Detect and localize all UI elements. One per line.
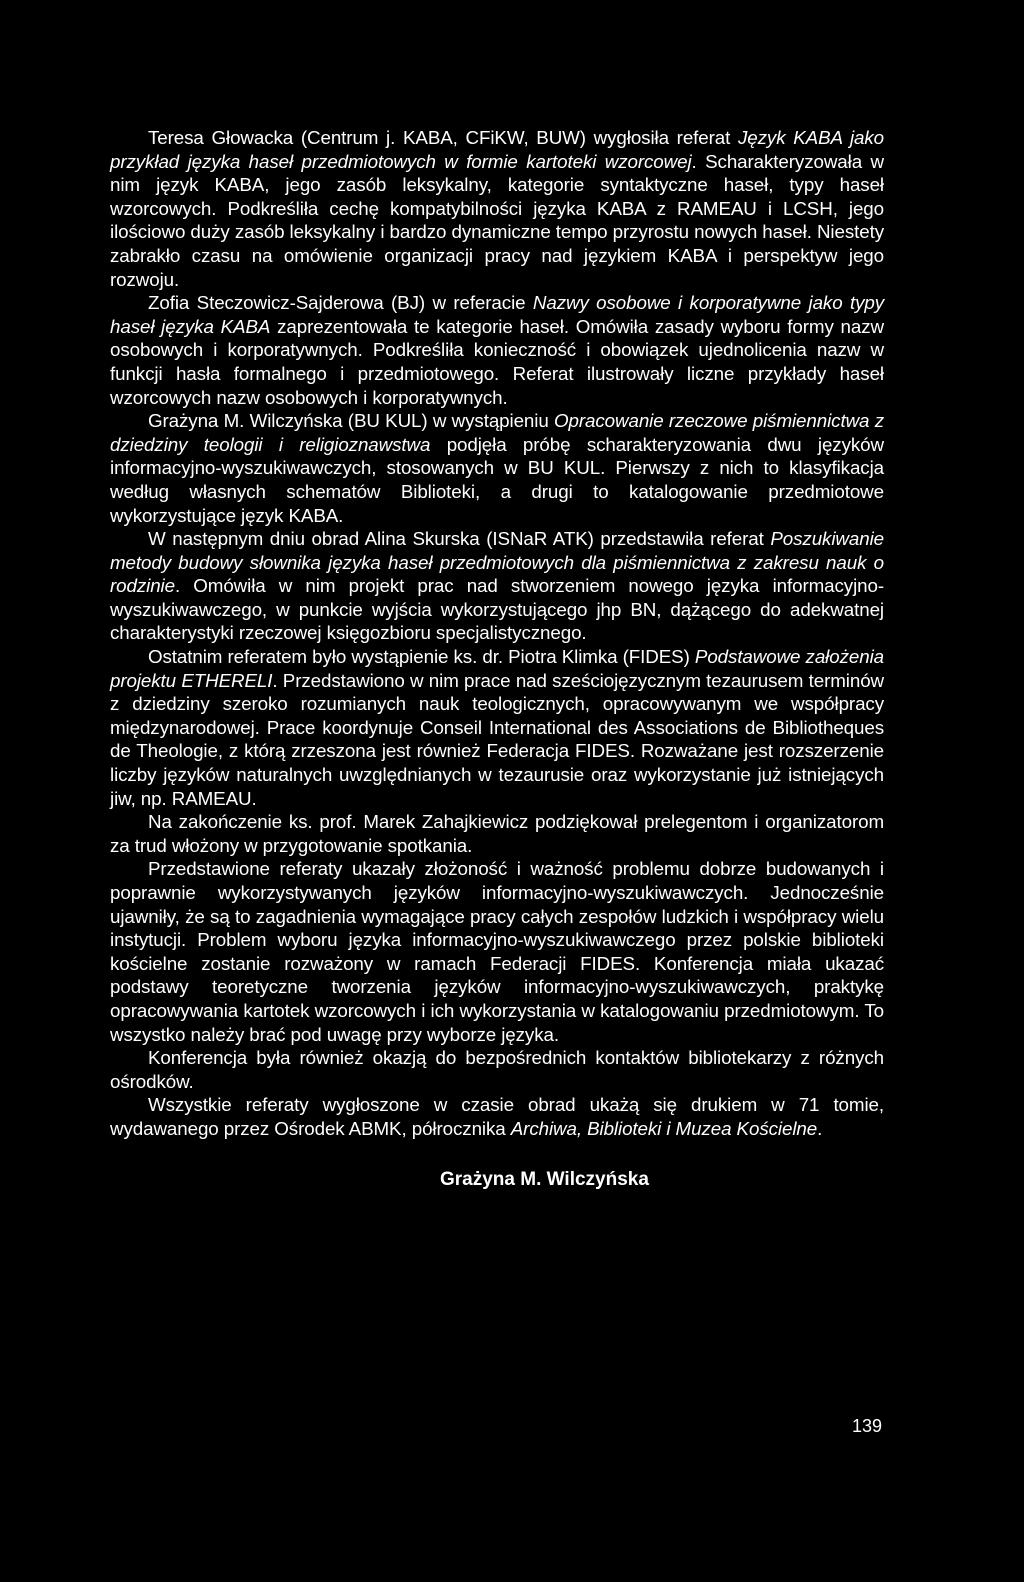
paragraph bbox=[110, 126, 884, 291]
paragraph bbox=[110, 291, 884, 409]
text-run: Grażyna M. Wilczyńska (BU KUL) w wystąpieniu bbox=[148, 410, 555, 432]
text-run: Przedstawione referaty ukazały złożoność i ważność problemu dobrze budowanych i poprawnie wykorzystywanych języków informacyjno-wyszukiwawczych. Jednocześnie ujawniły, że są to zagadnienia wymagające pracy całych zespołów ludzkich i współpracy wielu instytucji. Problem wyboru języka informacyjno-wyszukiwawczego przez polskie biblioteki kościelne zostanie rozważony w ramach Federacji FIDES. Konferencja miała ukazać podstawy teoretyczne tworzenia języków informacyjno-wyszukiwawczych, praktykę opracowywania kartotek wzorcowych i ich wykorzystania w katalogowaniu przedmiotowym. To wszystko należy brać pod uwagę przy wyborze języka. bbox=[110, 858, 884, 1045]
paragraph bbox=[110, 857, 884, 1046]
text-run: podjęła próbę scharakteryzowania dwu języków informacyjno-wyszukiwawczych, stosowanych w BU KUL. Pierwszy z nich to klasyfikacja według własnych schematów Biblioteki, a drugi to katalogowanie przedmiotowe wykorzystujące język KABA. bbox=[110, 433, 884, 526]
paragraph bbox=[110, 409, 884, 527]
text-run-italic: Język KABA jako przykład języka haseł przedmiotowych w formie kartoteki wzorcowej bbox=[110, 127, 884, 172]
paragraph bbox=[110, 527, 884, 645]
text-run: zaprezentowała te kategorie haseł. Omówiła zasady wyboru formy nazw osobowych i korporatywnych. Podkreśliła konieczność i obowiązek ujednolicenia nazw w funkcji hasła formalnego i przedmiotowego. Referat ilustrowały liczne przykłady haseł wzorcowych nazw osobowych i korporatywnych. bbox=[110, 315, 884, 408]
text-run: Na zakończenie ks. prof. Marek Zahajkiewicz podziękował prelegentom i organizatorom za trud włożony w przygotowanie spotkania. bbox=[110, 811, 884, 856]
paragraph bbox=[110, 810, 884, 857]
text-run: Teresa Głowacka (Centrum j. KABA, CFiKW, BUW) wygłosiła referat bbox=[148, 127, 738, 148]
article-body bbox=[110, 126, 884, 1192]
text-run-italic: Podstawowe założenia projektu ETHERELI bbox=[110, 646, 885, 691]
paragraph bbox=[110, 1093, 884, 1140]
page-number: 139 bbox=[852, 1416, 883, 1436]
paragraph bbox=[110, 645, 884, 810]
text-run: Wszystkie referaty wygłoszone w czasie obrad ukażą się drukiem w 71 tomie, wydawanego przez Ośrodek ABMK, półrocznika bbox=[110, 1094, 884, 1139]
text-run: . Omówiła w nim projekt prac nad stworzeniem nowego języka informacyjno-wyszukiwawczego, w punkcie wyjścia wykorzystującego jhp BN, dążącego do adekwatnej charakterystyki rzeczowej księgozbioru specjalistycznego. bbox=[110, 575, 884, 644]
text-run: Zofia Steczowicz-Sajderowa (BJ) w referacie bbox=[148, 292, 533, 314]
text-run-italic: Poszukiwanie metody budowy słownika języka haseł przedmiotowych dla piśmiennictwa z zakresu nauk o rodzinie bbox=[110, 528, 884, 597]
text-run: . Scharakteryzowała w nim język KABA, jego zasób leksykalny, kategorie syntaktyczne haseł, typy haseł wzorcowych. Podkreśliła cechę kompatybilności języka KABA z RAMEAU i LCSH, jego ilościowo duży zasób leksykalny i bardzo dynamiczne tempo przyrostu nowych haseł. Niestety zabrakło czasu na omówienie organizacji pracy nad językiem KABA i perspektyw jego rozwoju. bbox=[110, 150, 884, 290]
text-run-italic: Nazwy osobowe i korporatywne jako typy haseł języka KABA bbox=[110, 292, 885, 337]
text-run: Ostatnim referatem było wystąpienie ks. dr. Piotra Klimka (FIDES) bbox=[148, 646, 695, 668]
text-run: . Przedstawiono w nim prace nad sześciojęzycznym tezaurusem terminów z dziedziny szeroko rozumianych nauk teologicznych, opracowywanym we współpracy międzynarodowej. Prace koordynuje Conseil International des Associations de Bibliotheques de Theologie, z którą zrzeszona jest również Federacja FIDES. Rozważane jest rozszerzenie liczby języków naturalnych uwzględnianych w tezaurusie oraz wykorzystanie już istniejących jiw, np. RAMEAU. bbox=[110, 669, 884, 809]
text-run: W następnym dniu obrad Alina Skurska (ISNaR ATK) przedstawiła referat bbox=[148, 528, 771, 550]
author-signature: Grażyna M. Wilczyńska bbox=[440, 1168, 649, 1190]
text-run: . bbox=[817, 1117, 823, 1139]
text-run-italic: Archiwa, Biblioteki i Muzea Kościelne bbox=[510, 1117, 818, 1139]
text-run: Konferencja była również okazją do bezpośrednich kontaktów bibliotekarzy z różnych ośrodków. bbox=[110, 1047, 884, 1092]
paragraph bbox=[110, 1046, 884, 1093]
text-run-italic: Opracowanie rzeczowe piśmiennictwa z dziedziny teologii i religioznawstwa bbox=[110, 410, 884, 455]
